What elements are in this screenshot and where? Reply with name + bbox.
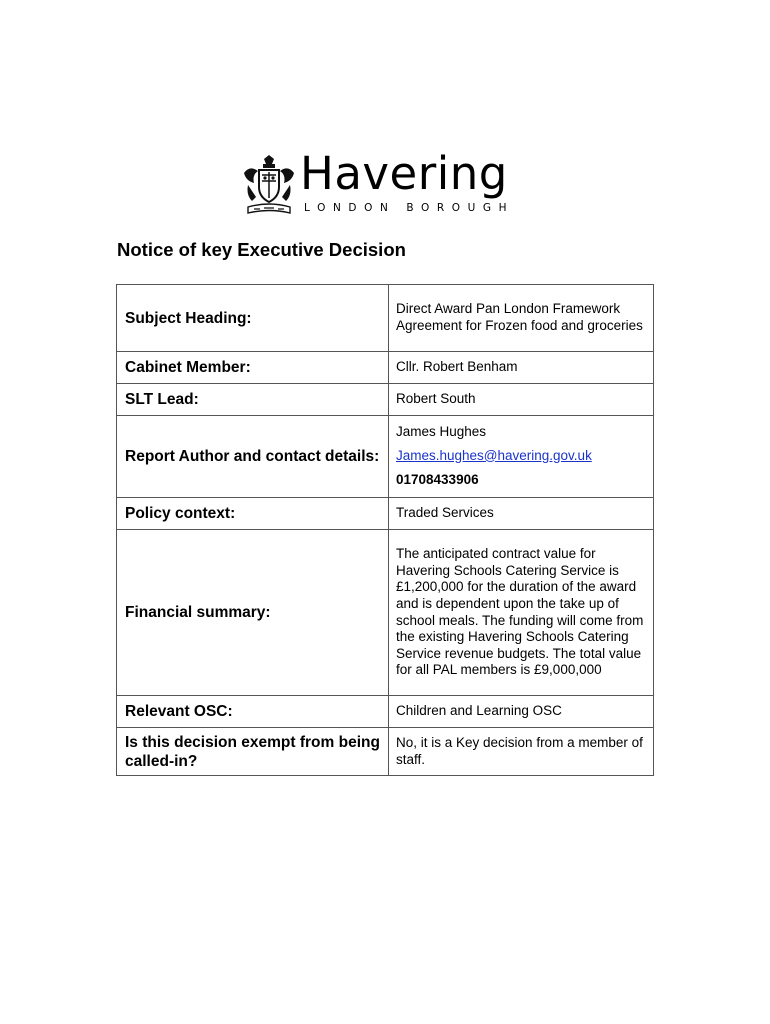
call-in-exempt-label: Is this decision exempt from being called-in?: [117, 728, 389, 776]
subject-heading-label: Subject Heading:: [117, 285, 389, 352]
policy-context-value: Traded Services: [389, 498, 654, 530]
cabinet-member-label: Cabinet Member:: [117, 352, 389, 384]
report-author-value: [389, 416, 654, 498]
relevant-osc-value: Children and Learning OSC: [389, 696, 654, 728]
table-row: [117, 696, 654, 728]
table-row: [117, 416, 654, 498]
financial-summary-label: Financial summary:: [117, 530, 389, 696]
document-title: Notice of key Executive Decision: [117, 239, 406, 260]
subject-heading-value: Direct Award Pan London Framework Agreement for Frozen food and groceries: [389, 285, 654, 352]
logo-subtitle: LONDON BOROUGH: [304, 202, 515, 214]
author-email-link[interactable]: James.hughes@havering.gov.uk: [396, 447, 592, 463]
table-row: [117, 352, 654, 384]
relevant-osc-label: Relevant OSC:: [117, 696, 389, 728]
havering-logo: [242, 147, 532, 219]
table-row: [117, 285, 654, 352]
author-name: James Hughes: [396, 424, 487, 440]
slt-lead-value: Robert South: [389, 384, 654, 416]
cabinet-member-value: Cllr. Robert Benham: [389, 352, 654, 384]
financial-summary-value: The anticipated contract value for Havering Schools Catering Service is £1,200,000 for the duration of the award and is dependent upon the take up of school meals. The funding will come from the existing Havering Schools Catering Service revenue budgets. The total value for all PAL members is £9,000,000: [389, 530, 654, 696]
report-author-label: Report Author and contact details:: [117, 416, 389, 498]
table-row: [117, 728, 654, 776]
author-phone: 01708433906: [396, 472, 479, 488]
decision-table: [116, 284, 654, 776]
logo-wordmark: Havering: [300, 147, 508, 200]
coat-of-arms-icon: [242, 155, 296, 217]
table-row: [117, 384, 654, 416]
table-row: [117, 530, 654, 696]
policy-context-label: Policy context:: [117, 498, 389, 530]
call-in-exempt-value: No, it is a Key decision from a member of staff.: [389, 728, 654, 776]
slt-lead-label: SLT Lead:: [117, 384, 389, 416]
table-row: [117, 498, 654, 530]
